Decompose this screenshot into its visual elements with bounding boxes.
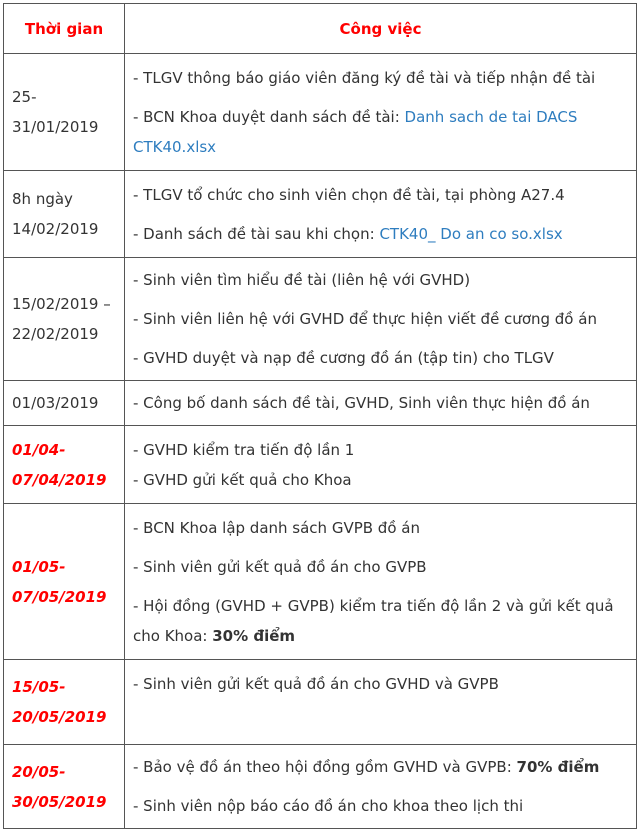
task-item xyxy=(133,102,628,162)
date-cell xyxy=(4,171,125,258)
date-line: 15/05- xyxy=(12,678,66,696)
task-item xyxy=(133,219,628,249)
date-line: 22/02/2019 xyxy=(12,325,99,343)
date-line: 20/05/2019 xyxy=(12,708,107,726)
date-line: 25- xyxy=(12,88,37,106)
work-column-header: Công việc xyxy=(125,4,637,54)
task-cell xyxy=(125,745,637,829)
task-item: - BCN Khoa lập danh sách GVPB đồ án xyxy=(133,518,420,537)
task-text: - Bảo vệ đồ án theo hội đồng gồm GVHD và GVPB: xyxy=(133,758,517,776)
date-cell xyxy=(4,258,125,381)
schedule-table xyxy=(3,3,637,829)
task-item: - TLGV thông báo giáo viên đăng ký đề tài và tiếp nhận đề tài xyxy=(133,68,596,87)
task-item: - GVHD kiểm tra tiến độ lần 1 xyxy=(133,440,355,459)
task-item: - Sinh viên liên hệ với GVHD để thực hiện viết đề cương đồ án xyxy=(133,310,597,328)
date-line: 15/02/2019 – xyxy=(12,295,111,313)
date-cell xyxy=(4,381,125,426)
date-line: 8h ngày xyxy=(12,190,73,208)
task-item: - Sinh viên tìm hiểu đề tài (liên hệ với GVHD) xyxy=(133,271,471,289)
table-row xyxy=(4,54,637,171)
date-line: 31/01/2019 xyxy=(12,118,99,136)
table-row xyxy=(4,504,637,660)
file-link[interactable]: Danh sach de tai DACS CTK40.xlsx xyxy=(133,107,578,156)
task-text: - Hội đồng (GVHD + GVPB) kiểm tra tiến độ lần 2 và gửi kết quả cho Khoa: xyxy=(133,596,614,645)
date-line: 14/02/2019 xyxy=(12,220,99,238)
task-text: - BCN Khoa duyệt danh sách đề tài: xyxy=(133,107,405,126)
task-cell xyxy=(125,660,637,745)
date-cell-highlight xyxy=(4,504,125,660)
task-item: - TLGV tổ chức cho sinh viên chọn đề tài, tại phòng A27.4 xyxy=(133,185,565,204)
table-row xyxy=(4,258,637,381)
date-cell-highlight xyxy=(4,745,125,829)
task-item: - Sinh viên gửi kết quả đồ án cho GVPB xyxy=(133,557,427,576)
date-line: 01/04- xyxy=(12,440,66,459)
task-cell xyxy=(125,258,637,381)
task-item: - Sinh viên nộp báo cáo đồ án cho khoa theo lịch thi xyxy=(133,797,524,815)
table-row xyxy=(4,426,637,504)
date-line: 07/04/2019 xyxy=(12,470,107,489)
task-text: - Danh sách đề tài sau khi chọn: xyxy=(133,224,380,243)
date-line: 01/03/2019 xyxy=(12,394,99,412)
date-line: 01/05- xyxy=(12,557,66,576)
task-item: - GVHD gửi kết quả cho Khoa xyxy=(133,470,352,489)
table-row xyxy=(4,660,637,745)
date-line: 20/05- xyxy=(12,762,66,781)
task-item xyxy=(133,591,628,651)
time-column-header: Thời gian xyxy=(4,4,125,54)
task-item: - Công bố danh sách đề tài, GVHD, Sinh viên thực hiện đồ án xyxy=(133,394,590,412)
task-item xyxy=(133,752,628,782)
table-row xyxy=(4,171,637,258)
score-weight: 70% điểm xyxy=(516,758,600,776)
header-row xyxy=(4,4,637,54)
date-cell-highlight xyxy=(4,660,125,745)
task-cell xyxy=(125,381,637,426)
task-item: - Sinh viên gửi kết quả đồ án cho GVHD và GVPB xyxy=(133,675,499,693)
task-cell xyxy=(125,171,637,258)
table-row xyxy=(4,745,637,829)
date-cell xyxy=(4,54,125,171)
date-cell-highlight xyxy=(4,426,125,504)
task-cell xyxy=(125,504,637,660)
date-line: 07/05/2019 xyxy=(12,587,107,606)
task-item: - GVHD duyệt và nạp đề cương đồ án (tập tin) cho TLGV xyxy=(133,349,554,367)
table-row xyxy=(4,381,637,426)
score-weight: 30% điểm xyxy=(212,626,296,645)
file-link[interactable]: CTK40_ Do an co so.xlsx xyxy=(379,224,563,243)
date-line: 30/05/2019 xyxy=(12,792,107,811)
task-cell xyxy=(125,426,637,504)
task-cell xyxy=(125,54,637,171)
